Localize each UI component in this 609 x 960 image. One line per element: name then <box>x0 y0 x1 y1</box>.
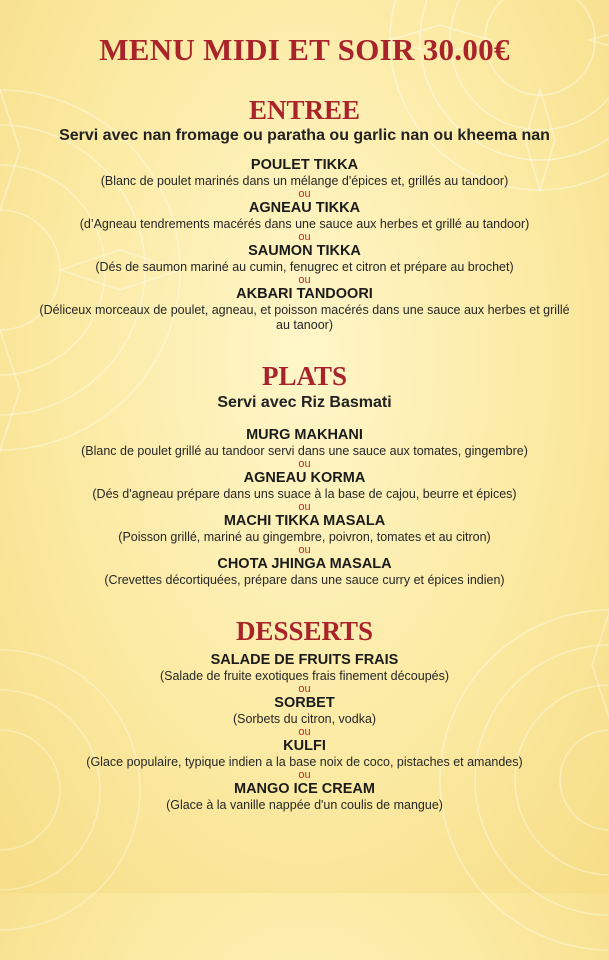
separator-ou: ou <box>298 188 311 200</box>
menu-item-name: POULET TIKKA <box>250 157 359 173</box>
separator-ou: ou <box>298 274 311 286</box>
section-subtitle-plats: Servi avec Riz Basmati <box>217 394 392 411</box>
menu-item-desc: (Salade de fruite exotiques frais finement découpés) <box>159 669 450 683</box>
separator-ou: ou <box>298 769 311 781</box>
menu-item-desc: (Déliceux morceaux de poulet, agneau, et poisson macérés dans une sauce aux herbes et grillé au tanoor) <box>39 303 570 332</box>
menu-title: MENU MIDI ET SOIR 30.00€ <box>99 32 510 67</box>
separator-ou: ou <box>298 458 311 470</box>
menu-item-desc: (Glace populaire, typique indien a la base noix de coco, pistaches et amandes) <box>86 755 523 769</box>
menu-item-desc: (Blanc de poulet grillé au tandoor servi dans une sauce aux tomates, gingembre) <box>81 444 528 458</box>
menu-item-desc: (d’Agneau tendrements macérés dans une sauce aux herbes et grillé au tandoor) <box>79 217 530 231</box>
menu-item-desc: (Crevettes décortiquées, prépare dans une sauce curry et épices indien) <box>104 573 505 587</box>
menu-item-name: SAUMON TIKKA <box>248 243 361 259</box>
separator-ou: ou <box>298 726 311 738</box>
section-title-desserts: DESSERTS <box>235 616 374 646</box>
menu-item-name: MURG MAKHANI <box>246 427 363 443</box>
menu-item-name: AGNEAU KORMA <box>243 470 366 486</box>
menu-item-desc: (Glace à la vanille nappée d'un coulis de mangue) <box>166 798 443 812</box>
menu-item-name: AKBARI TANDOORI <box>236 286 373 302</box>
menu-item-name: KULFI <box>283 738 326 754</box>
menu-item-name: SORBET <box>274 695 335 711</box>
menu-item-name: SALADE DE FRUITS FRAIS <box>210 652 399 668</box>
menu-item-desc: (Sorbets du citron, vodka) <box>232 712 377 726</box>
section-title-plats: PLATS <box>261 361 348 391</box>
separator-ou: ou <box>298 501 311 513</box>
separator-ou: ou <box>298 683 311 695</box>
menu-item-name: MACHI TIKKA MASALA <box>223 513 386 529</box>
section-plats <box>0 361 609 588</box>
menu-item-name: CHOTA JHINGA MASALA <box>217 556 392 572</box>
menu-item-name: AGNEAU TIKKA <box>248 200 361 216</box>
menu-item-desc: (Dés d'agneau prépare dans uns suace à la base de cajou, beurre et épices) <box>92 487 517 501</box>
menu-item-desc: (Blanc de poulet marinés dans un mélange d'épices et, grillés au tandoor) <box>100 174 509 188</box>
separator-ou: ou <box>298 231 311 243</box>
section-title-entree: ENTREE <box>248 95 361 125</box>
menu-item-name: MANGO ICE CREAM <box>234 781 375 797</box>
separator-ou: ou <box>298 544 311 556</box>
menu-item-desc: (Dés de saumon mariné au cumin, fenugrec et citron et prépare au brochet) <box>95 260 514 274</box>
section-desserts <box>0 616 609 813</box>
menu-item-desc: (Poisson grillé, mariné au gingembre, poivron, tomates et au citron) <box>118 530 491 544</box>
section-entree <box>0 95 609 333</box>
section-subtitle-entree: Servi avec nan fromage ou paratha ou garlic nan ou kheema nan <box>59 127 550 144</box>
